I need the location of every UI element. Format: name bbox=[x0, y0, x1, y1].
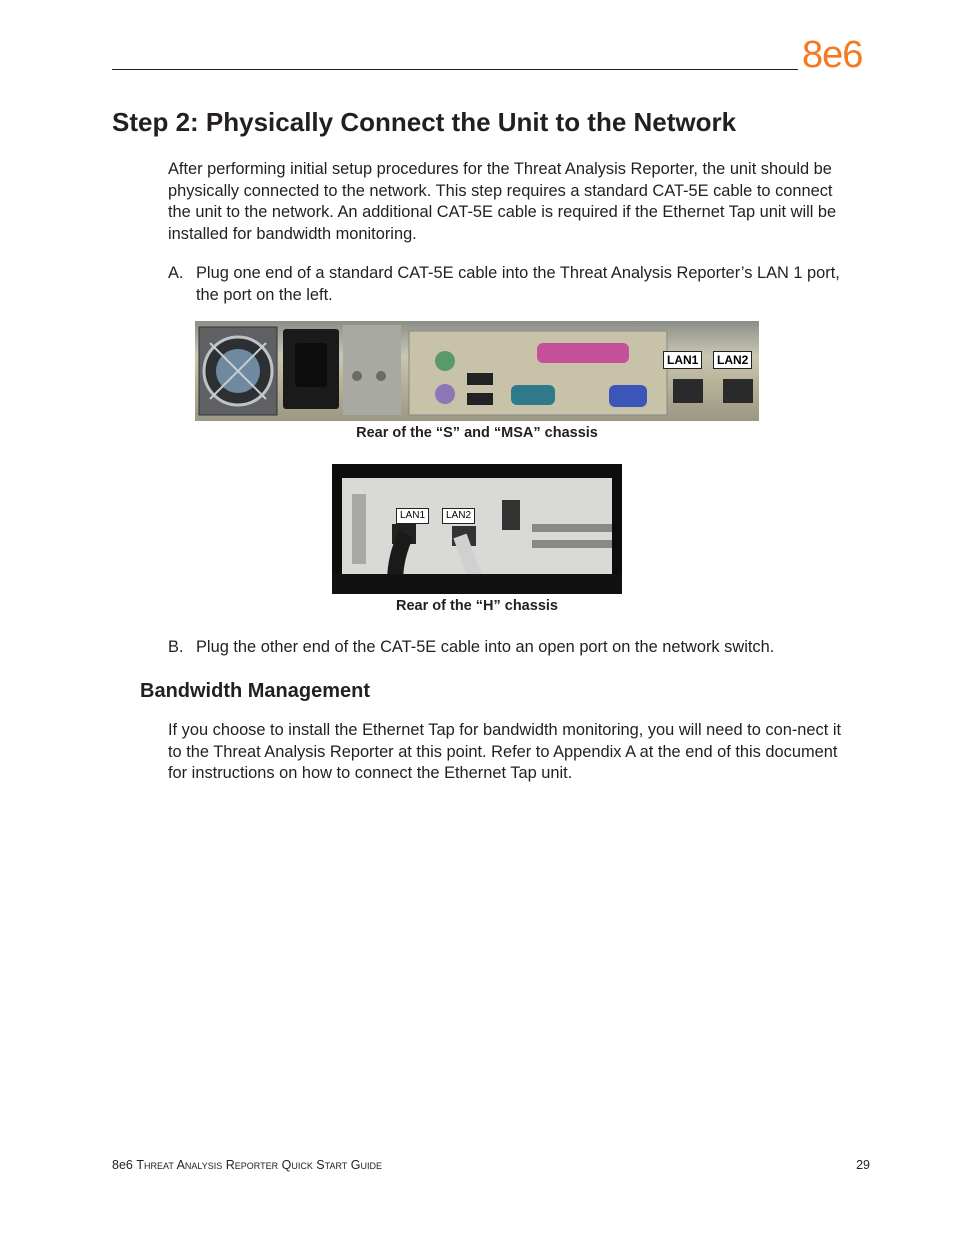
footer-brand: 8e6 bbox=[112, 1158, 133, 1172]
chassis-h-illustration bbox=[332, 464, 622, 594]
intro-paragraph: After performing initial setup procedures for the Threat Analysis Reporter, the unit should be physically connected to the network. This step requires a standard CAT-5E cable to connect the unit to the network. An additional CAT-5E cable is required if the Ethernet Tap unit will be installed for bandwidth monitoring. bbox=[168, 160, 837, 243]
section-title: Bandwidth Management bbox=[140, 680, 371, 702]
footer-title bbox=[112, 1158, 382, 1172]
page-title: Step 2: Physically Connect the Unit to the Network bbox=[112, 107, 737, 137]
lan2-label: LAN2 bbox=[442, 508, 475, 524]
lan1-label: LAN1 bbox=[396, 508, 429, 524]
section-paragraph: If you choose to install the Ethernet Tap for bandwidth monitoring, you will need to con-nect it to the Threat Analysis Reporter at this point. Refer to Appendix A at the end of this document for instructions on how to connect the Ethernet Tap unit. bbox=[168, 721, 842, 782]
brand-logo: 8e6 bbox=[802, 34, 863, 76]
chassis-s-msa-illustration bbox=[195, 321, 759, 421]
chassis-s-msa-photo bbox=[195, 321, 759, 421]
header-rule bbox=[112, 69, 798, 70]
page-number: 29 bbox=[856, 1158, 870, 1172]
lan2-label: LAN2 bbox=[713, 351, 752, 369]
chassis-h-photo bbox=[332, 464, 622, 594]
figure-caption-s-msa: Rear of the “S” and “MSA” chassis bbox=[356, 425, 598, 441]
step-letter: B. bbox=[168, 638, 184, 656]
step-letter: A. bbox=[168, 264, 184, 282]
footer-guide-title: Threat Analysis Reporter Quick Start Guide bbox=[136, 1158, 383, 1172]
step-text: Plug the other end of the CAT-5E cable into an open port on the network switch. bbox=[196, 638, 775, 656]
step-text: Plug one end of a standard CAT-5E cable into the Threat Analysis Reporter’s LAN 1 port, the port on the left. bbox=[196, 264, 840, 304]
lan1-label: LAN1 bbox=[663, 351, 702, 369]
figure-caption-h: Rear of the “H” chassis bbox=[396, 598, 558, 614]
